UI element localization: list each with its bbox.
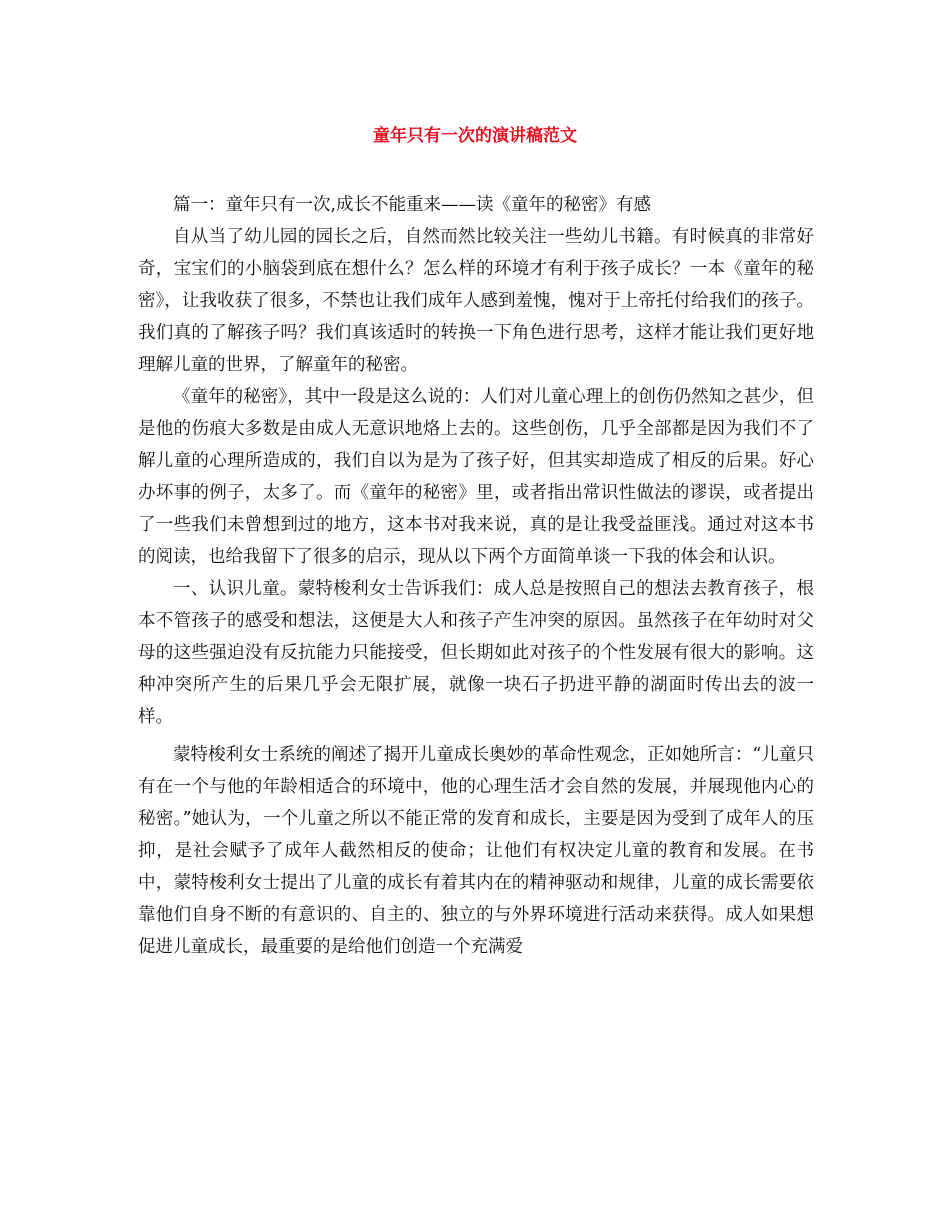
document-title: 童年只有一次的演讲稿范文 (373, 126, 577, 146)
body-paragraph: 自从当了幼儿园的园长之后，自然而然比较关注一些幼儿书籍。有时候真的非常好奇，宝宝们的小脑袋到底在想什么？怎么样的环境才有利于孩子成长？一本《童年的秘密》，让我收获了很多，不禁也让我们成年人感到羞愧，愧对于上帝托付给我们的孩子。我们真的了解孩子吗？我们真该适时的转换一下角色进行思考，这样才能让我们更好地理解儿童的世界，了解童年的秘密。 (138, 227, 814, 375)
body-paragraph: 蒙特梭利女士系统的阐述了揭开儿童成长奥妙的革命性观念，正如她所言：“儿童只有在一个与他的年龄相适合的环境中，他的心理生活才会自然的发展，并展现他内心的秘密。”她认为，一个儿童之所以不能正常的发育和成长，主要是因为受到了成年人的压抑，是社会赋予了成年人截然相反的使命；让他们有权决定儿童的教育和发展。在书中，蒙特梭利女士提出了儿童的成长有着其内在的精神驱动和规律，儿童的成长需要依靠他们自身不断的有意识的、自主的、独立的与外界环境进行活动来获得。成人如果想促进儿童成长，最重要的是给他们创造一个充满爱 (138, 745, 814, 957)
document-body (138, 189, 814, 963)
body-paragraph: 《童年的秘密》，其中一段是这么说的：人们对儿童心理上的创伤仍然知之甚少，但是他的伤痕大多数是由成人无意识地烙上去的。这些创伤，几乎全部都是因为我们不了解儿童的心理所造成的，我们自以为是为了孩子好，但其实却造成了相反的后果。好心办坏事的例子，太多了。而《童年的秘密》里，或者指出常识性做法的谬误，或者提出了一些我们未曾想到过的地方，这本书对我来说，真的是让我受益匪浅。通过对这本书的阅读，也给我留下了很多的启示，现从以下两个方面简单谈一下我的体会和认识。 (138, 387, 814, 567)
section-heading: 篇一：童年只有一次,成长不能重来——读《童年的秘密》有感 (173, 195, 652, 215)
body-paragraph: 一、认识儿童。蒙特梭利女士告诉我们：成人总是按照自己的想法去教育孩子，根本不管孩子的感受和想法，这便是大人和孩子产生冲突的原因。虽然孩子在年幼时对父母的这些强迫没有反抗能力只能接受，但长期如此对孩子的个性发展有很大的影响。这种冲突所产生的后果几乎会无限扩展，就像一块石子扔进平静的湖面时传出去的波一样。 (138, 579, 814, 727)
